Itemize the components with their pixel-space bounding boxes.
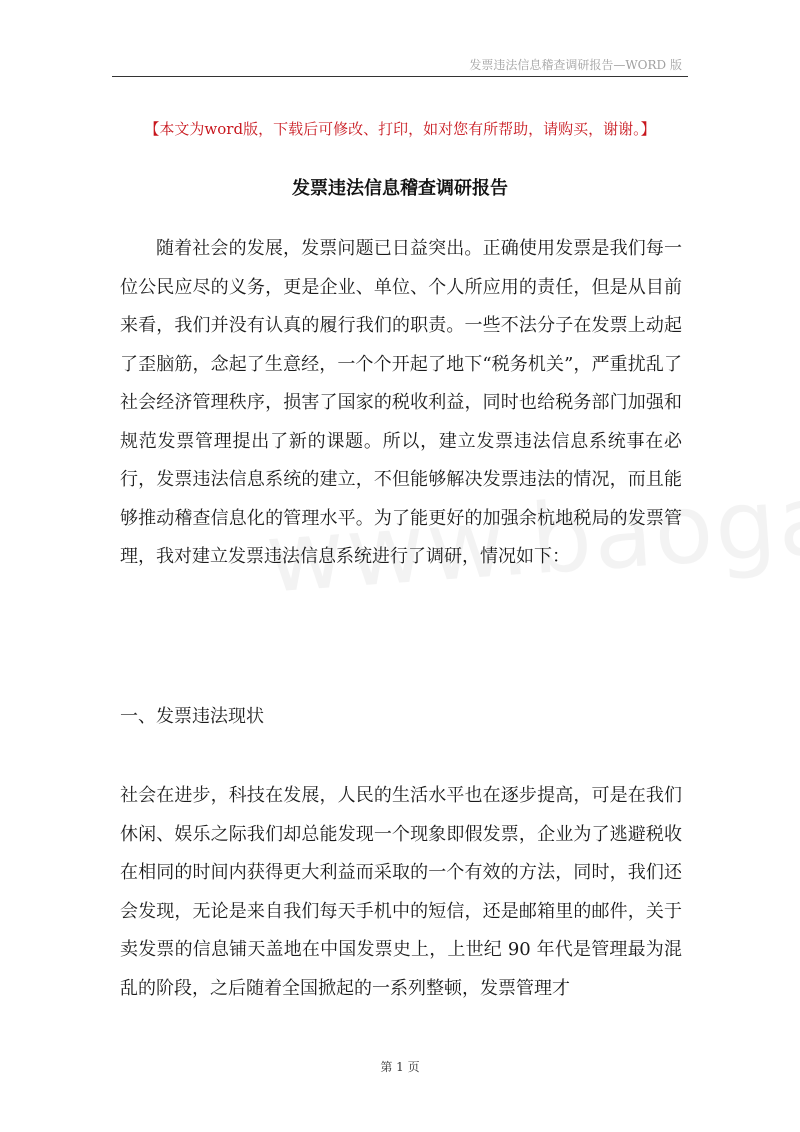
page-number: 第 1 页 xyxy=(380,1060,420,1074)
header-divider xyxy=(112,76,688,77)
section-paragraph: 社会在进步，科技在发展，人民的生活水平也在逐步提高，可是在我们休闲、娱乐之际我们却总能发现一个现象即假发票，企业为了逃避税收在相同的时间内获得更大利益而采取的一个有效的方法，同时，我们还会发现，无论是来自我们每天手机中的短信，还是邮箱里的邮件，关于卖发票的信息铺天盖地在中国发票史上，上世纪 90 年代是管理最为混乱的阶段，之后随着全国掀起的一系列整顿，发票管理才 xyxy=(120,785,682,999)
section-heading: 一、发票违法现状 xyxy=(120,706,264,727)
document-title: 发票违法信息稽查调研报告 xyxy=(292,178,508,199)
running-header: 发票违法信息稽查调研报告—WORD 版 xyxy=(469,58,682,72)
purchase-notice: 【本文为word版，下载后可修改、打印，如对您有所帮助，请购买，谢谢。】 xyxy=(144,120,656,138)
intro-paragraph: 随着社会的发展，发票问题已日益突出。正确使用发票是我们每一位公民应尽的义务，更是企业、单位、个人所应用的责任，但是从目前来看，我们并没有认真的履行我们的职责。一些不法分子在发票上动起了歪脑筋，念起了生意经，一个个开起了地下“税务机关”，严重扰乱了社会经济管理秩序，损害了国家的税收利益，同时也给税务部门加强和规范发票管理提出了新的课题。所以，建立发票违法信息系统事在必行，发票违法信息系统的建立，不但能够解决发票违法的情况，而且能够推动稽查信息化的管理水平。为了能更好的加强余杭地税局的发票管理，我对建立发票违法信息系统进行了调研，情况如下： xyxy=(120,238,682,567)
